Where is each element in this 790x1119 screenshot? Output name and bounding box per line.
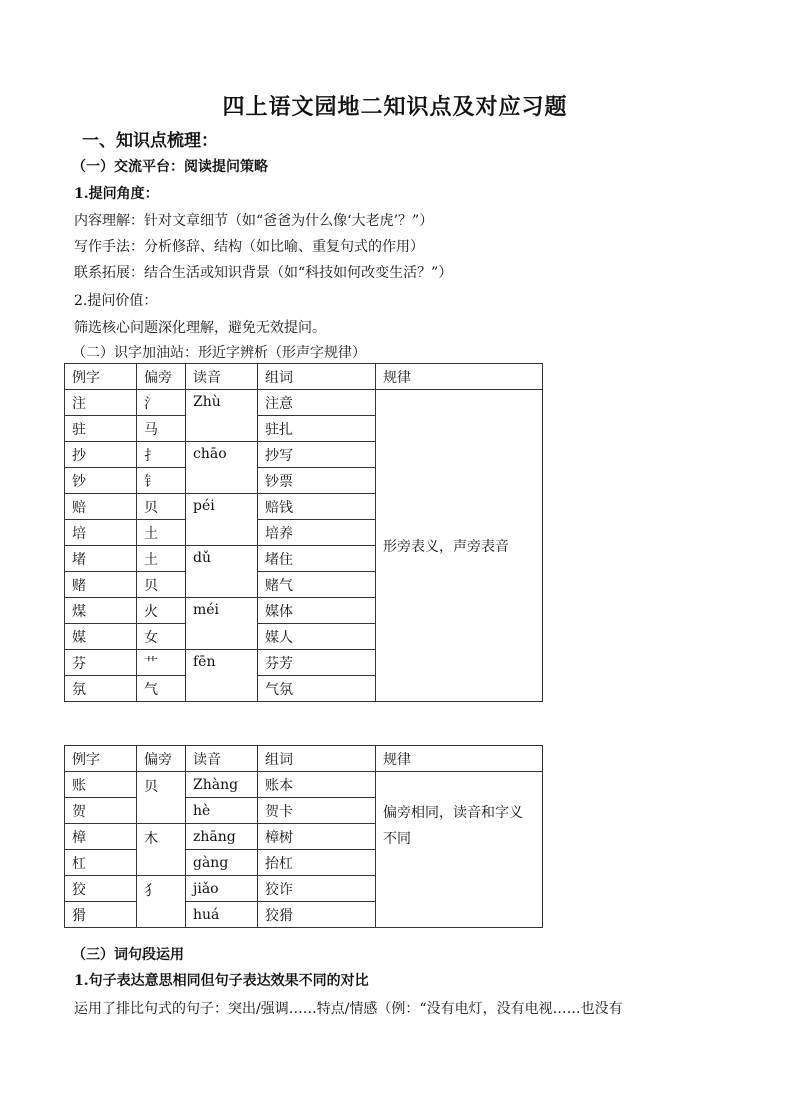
word: 账本 <box>258 772 376 798</box>
subsection-heading-3: （三）词句段运用 <box>72 947 184 963</box>
word: 注意 <box>258 390 376 416</box>
example-char: 芬 <box>65 650 137 676</box>
example-char: 狡 <box>65 876 137 902</box>
character-table-1 <box>64 363 543 702</box>
radical: 土 <box>137 546 186 572</box>
example-char: 账 <box>65 772 137 798</box>
word: 气氛 <box>258 676 376 702</box>
radical: 贝 <box>137 772 186 824</box>
example-char: 赔 <box>65 494 137 520</box>
radical: 艹 <box>137 650 186 676</box>
radical: 钅 <box>137 468 186 494</box>
table-header-row <box>65 364 543 390</box>
word: 媒体 <box>258 598 376 624</box>
word: 赔钱 <box>258 494 376 520</box>
angle-item: 写作手法：分析修辞、结构（如比喻、重复句式的作用） <box>74 239 424 255</box>
example-char: 煤 <box>65 598 137 624</box>
subsection-heading-1: （一）交流平台：阅读提问策略 <box>72 159 268 175</box>
pinyin: dǔ <box>186 546 258 598</box>
example-char: 媒 <box>65 624 137 650</box>
table-header: 偏旁 <box>137 746 186 772</box>
table-header-row <box>65 746 543 772</box>
point1-title: 1.句子表达意思相同但句子表达效果不同的对比 <box>74 973 369 989</box>
rule-text: 形旁表义，声旁表音 <box>376 390 543 702</box>
pinyin: Zhàng <box>186 772 258 798</box>
pinyin: hè <box>186 798 258 824</box>
radical: 木 <box>137 824 186 876</box>
table-header: 例字 <box>65 364 137 390</box>
example-char: 氛 <box>65 676 137 702</box>
table-header: 规律 <box>376 746 543 772</box>
word: 驻扎 <box>258 416 376 442</box>
angle-item: 内容理解：针对文章细节（如“爸爸为什么像‘大老虎’？”） <box>74 213 434 229</box>
example-char: 杠 <box>65 850 137 876</box>
word: 贺卡 <box>258 798 376 824</box>
word: 抄写 <box>258 442 376 468</box>
word: 芬芳 <box>258 650 376 676</box>
pinyin: chāo <box>186 442 258 494</box>
word: 赌气 <box>258 572 376 598</box>
example-char: 贺 <box>65 798 137 824</box>
radical: 贝 <box>137 572 186 598</box>
character-table-2 <box>64 745 543 928</box>
word: 樟树 <box>258 824 376 850</box>
table-header: 规律 <box>376 364 543 390</box>
radical: 犭 <box>137 876 186 928</box>
pinyin: huá <box>186 902 258 928</box>
table-header: 组词 <box>258 364 376 390</box>
pinyin: méi <box>186 598 258 650</box>
radical: 马 <box>137 416 186 442</box>
example-char: 抄 <box>65 442 137 468</box>
rule-text: 偏旁相同，读音和字义不同 <box>376 772 543 928</box>
pinyin: péi <box>186 494 258 546</box>
word: 狡猾 <box>258 902 376 928</box>
example-char: 赌 <box>65 572 137 598</box>
section-heading-knowledge: 一、知识点梳理： <box>82 131 218 151</box>
radical: 土 <box>137 520 186 546</box>
table-header: 例字 <box>65 746 137 772</box>
document-title: 四上语文园地二知识点及对应习题 <box>222 94 568 120</box>
word: 抬杠 <box>258 850 376 876</box>
pinyin: fēn <box>186 650 258 702</box>
pinyin: gàng <box>186 850 258 876</box>
pinyin: zhāng <box>186 824 258 850</box>
word: 狡诈 <box>258 876 376 902</box>
angle-item: 联系拓展：结合生活或知识背景（如“科技如何改变生活？”） <box>74 265 453 281</box>
radical: 氵 <box>137 390 186 416</box>
example-char: 堵 <box>65 546 137 572</box>
example-char: 注 <box>65 390 137 416</box>
table-header: 读音 <box>186 364 258 390</box>
example-char: 钞 <box>65 468 137 494</box>
radical: 扌 <box>137 442 186 468</box>
example-char: 驻 <box>65 416 137 442</box>
pinyin: Zhù <box>186 390 258 442</box>
example-char: 樟 <box>65 824 137 850</box>
word: 钞票 <box>258 468 376 494</box>
subsection-heading-2: （二）识字加油站：形近字辨析（形声字规律） <box>72 345 366 361</box>
table-header: 读音 <box>186 746 258 772</box>
word: 媒人 <box>258 624 376 650</box>
radical: 火 <box>137 598 186 624</box>
pinyin: jiǎo <box>186 876 258 902</box>
point1-text: 运用了排比句式的句子：突出/强调……特点/情感（例：“没有电灯，没有电视……也没有 <box>74 1001 623 1017</box>
word: 培养 <box>258 520 376 546</box>
word: 堵住 <box>258 546 376 572</box>
angle-title: 1.提问角度： <box>74 186 159 202</box>
value-title: 2.提问价值： <box>74 293 158 309</box>
table-header: 组词 <box>258 746 376 772</box>
radical: 气 <box>137 676 186 702</box>
table-header: 偏旁 <box>137 364 186 390</box>
example-char: 培 <box>65 520 137 546</box>
radical: 女 <box>137 624 186 650</box>
value-text: 筛选核心问题深化理解，避免无效提问。 <box>74 320 326 336</box>
radical: 贝 <box>137 494 186 520</box>
table-row <box>65 390 543 416</box>
example-char: 猾 <box>65 902 137 928</box>
table-row <box>65 772 543 798</box>
